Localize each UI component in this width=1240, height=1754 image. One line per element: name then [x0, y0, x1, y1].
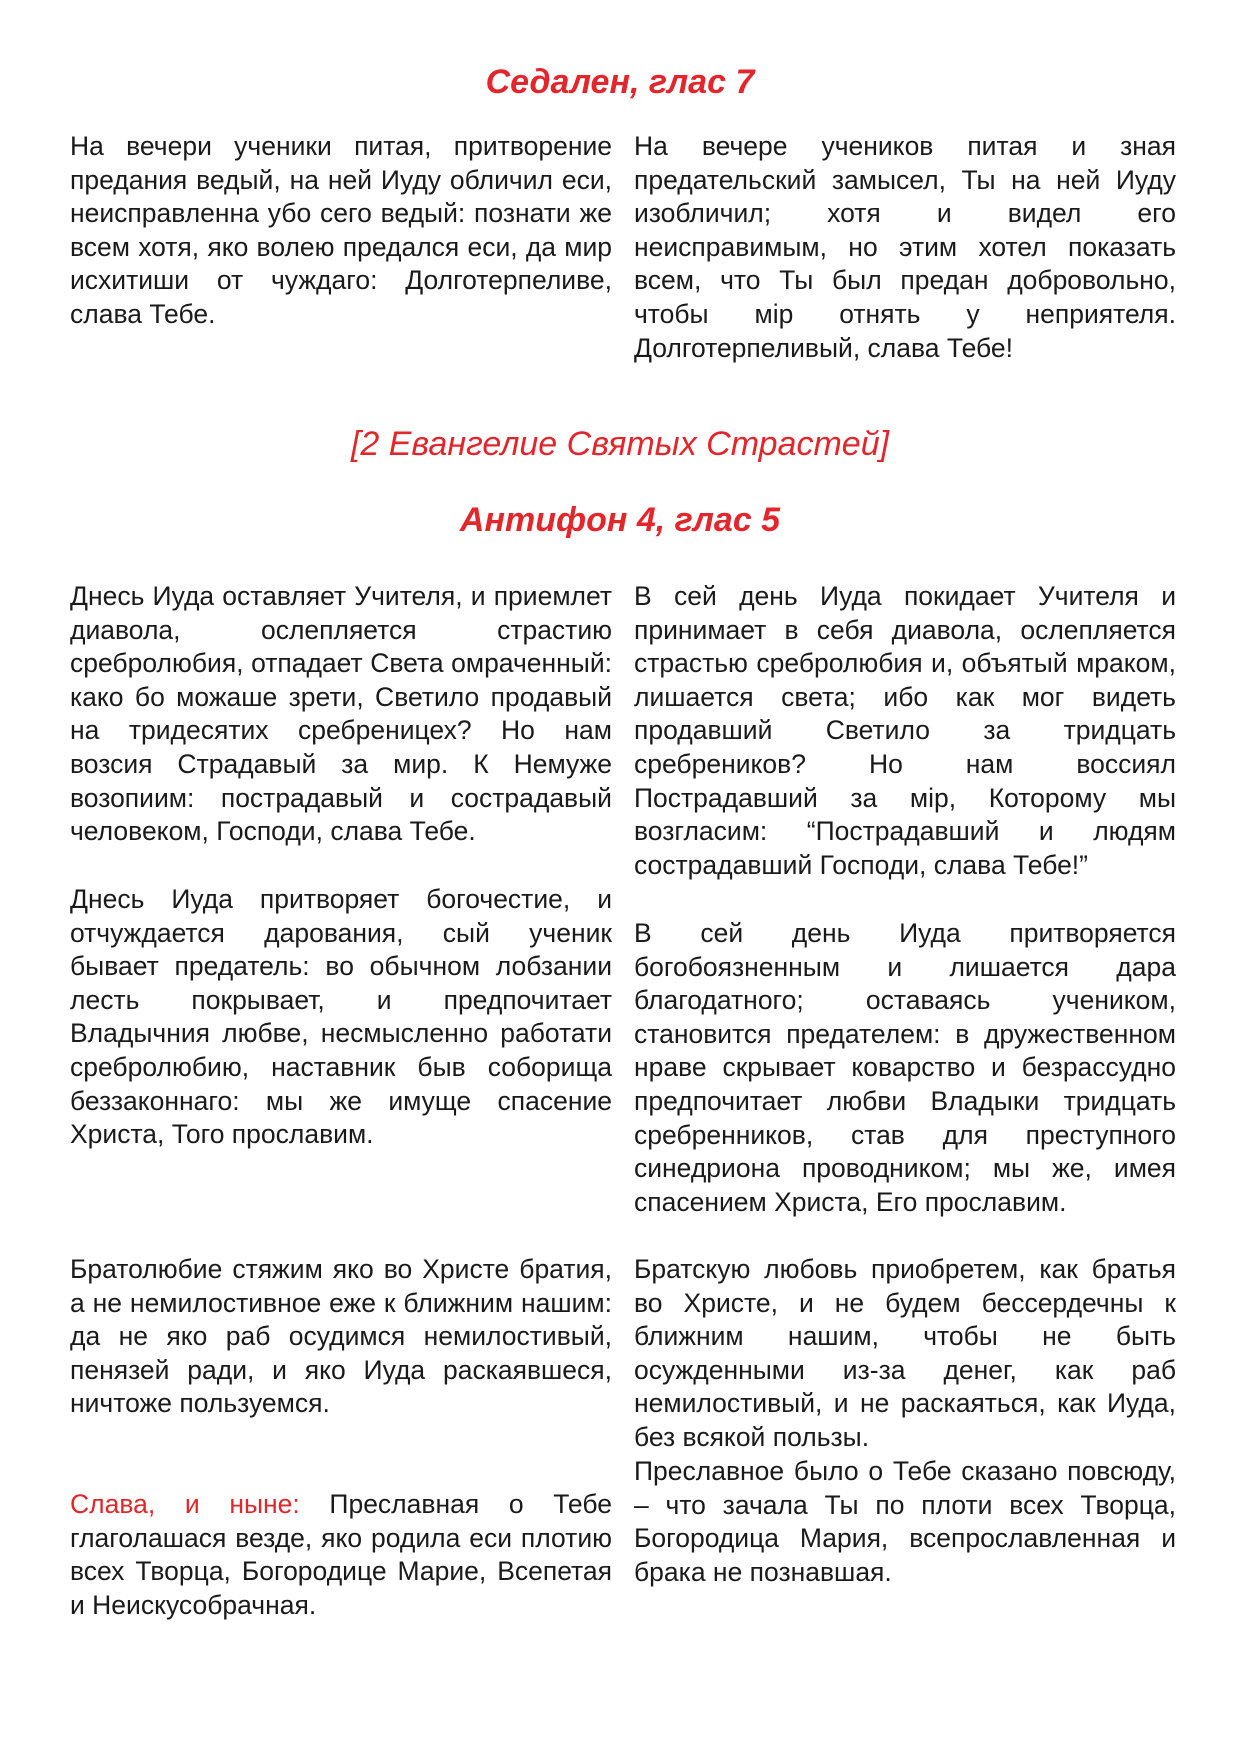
antiphon-verse3-slavonic: Братолюбие стяжим яко во Христе братия, а не немилостивное еже к ближним нашим: да не яко раб осудимся немилостивый, пенязей ради, и яко Иуда раскаявшеся, ничтоже пользуемся.: [70, 1254, 612, 1419]
antiphon-verse1-russian: В сей день Иуда покидает Учителя и принимает в себя диавола, ослепляется страстью сребролюбия и, объятый мраком, лишается света; ибо как мог видеть продавший Светило за тридцать сребреников? Но нам воссиял Пострадавший за мiр, Которому мы возгласим: “Пострадавший и людям сострадавший Господи, слава Тебе!”: [634, 581, 1176, 880]
antiphon-verse3-russian: Братскую любовь приобретем, как братья во Христе, и не будем бессердечны к ближним нашим, чтобы не быть осужденными из-за денег, как раб немилостивый, и не раскаяться, как Иуда, без всякой пользы.: [634, 1254, 1176, 1452]
antiphon-verse1-slavonic: Днесь Иуда оставляет Учителя, и приемлет диавола, ослепляется страстию сребролюбия, отпадает Света омраченный: како бо можаше зрети, Светило продавый на тридесятих сребреницех? Но нам возсия Страдавый за мир. К Немуже возопиим: пострадавый и сострадавый человеком, Господи, слава Тебе.: [70, 581, 612, 847]
antiphon-heading: Антифон 4, глас 5: [459, 501, 781, 539]
glory-label: Слава, и ныне:: [70, 1489, 300, 1519]
glory-russian-text: Преславное было о Тебе сказано повсюду, – что зачала Ты по плоти всех Творца, Богородица Мария, всепрославленная и брака не познавшая.: [634, 1456, 1176, 1587]
sedalen-slavonic-text: На вечери ученики питая, притворение предания ведый, на ней Иуду обличил еси, неисправленна убо сего ведый: познати же всем хотя, яко волею предался еси, да мир исхитиши от чуждаго: Долготерпеливе, слава Тебе.: [70, 131, 612, 329]
gospel-heading: [2 Евангелие Святых Страстей]: [350, 425, 890, 463]
antiphon-verse2-slavonic: Днесь Иуда притворяет богочестие, и отчуждается дарования, сый ученик бывает предатель: во обычном лобзании лесть покрывает, и предпочитает Владычния любве, несмысленно работати сребролюбию, наставник быв соборища беззаконнаго: мы же имуще спасение Христа, Того прославим.: [70, 884, 612, 1150]
sedalen-heading: Седален, глас 7: [485, 63, 755, 101]
sedalen-russian-text: На вечере учеников питая и зная предательский замысел, Ты на ней Иуду изобличил; хотя и видел его неисправимым, но этим хотел показать всем, что Ты был предан добровольно, чтобы мiр отнять у неприятеля. Долготерпеливый, слава Тебе!: [634, 131, 1176, 363]
glory-slavonic-paragraph: [70, 1488, 612, 1622]
glory-slavonic-text: Преславная о Тебе глаголашася везде, яко родила еси плотию всех Творца, Богородице Марие, Всепетая и Неискусобрачная.: [70, 1489, 612, 1620]
antiphon-verse2-russian: В сей день Иуда притворяется богобоязненным и лишается дара благодатного; оставаясь учеником, становится предателем: в дружественном нраве скрывает коварство и безрассудно предпочитает любви Владыки тридцать сребренников, став для преступного синедриона проводником; мы же, имея спасением Христа, Его прославим.: [634, 918, 1176, 1217]
